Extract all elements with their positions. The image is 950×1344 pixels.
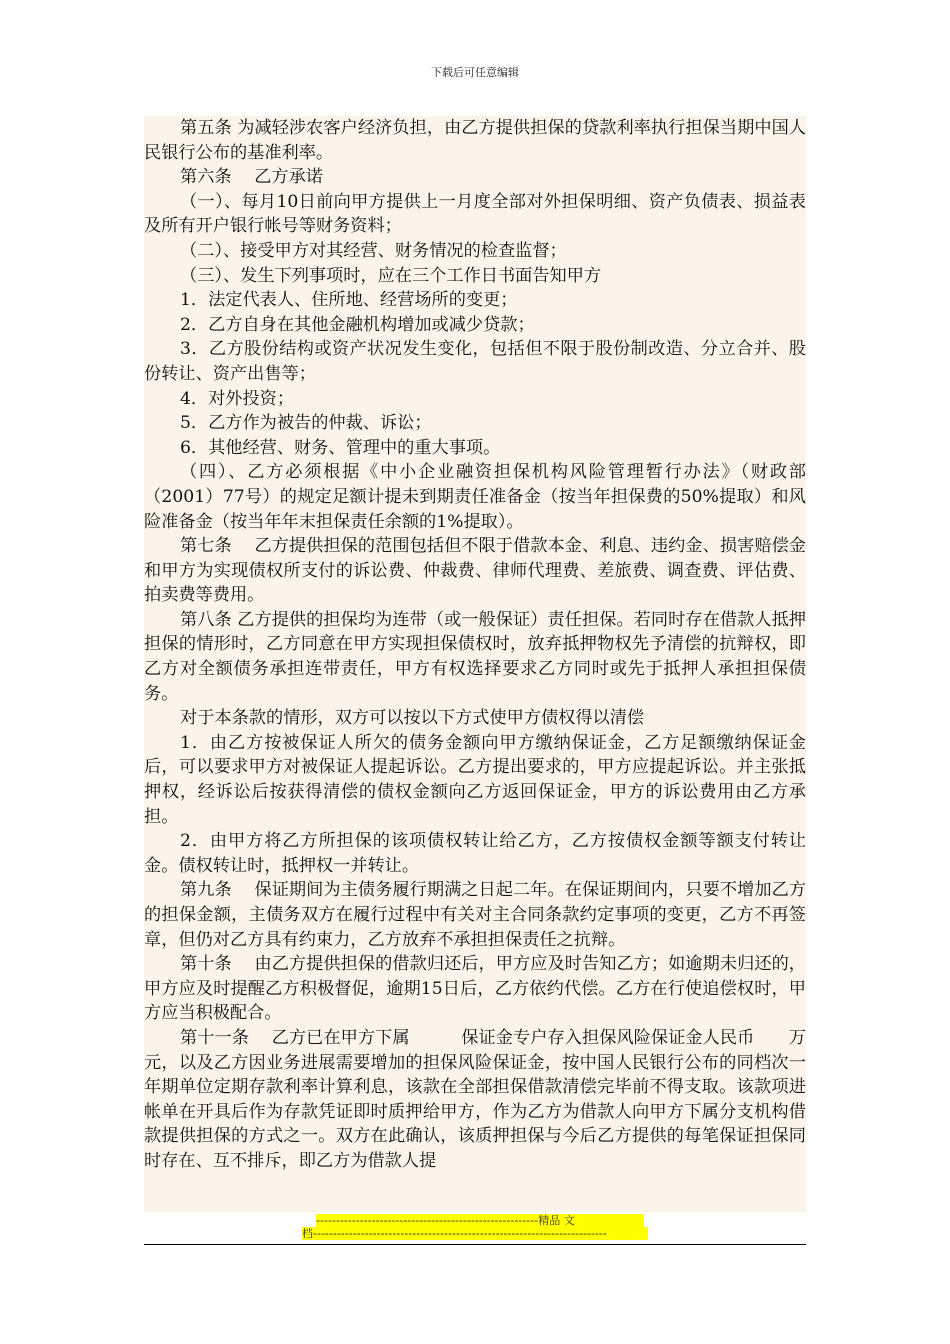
paragraph-article-8-note: 对于本条款的情形，双方可以按以下方式使甲方债权得以清偿 (180, 708, 645, 729)
list-item-4: 4．对外投资； (180, 388, 295, 409)
paragraph-article-5: 第五条 为减轻涉农客户经济负担，由乙方提供担保的贷款利率执行担保当期中国人民银行公布的基准利率。 (144, 118, 806, 163)
paragraph-article-9: 第九条 保证期间为主债务履行期满之日起二年。在保证期间内，只要不增加乙方的担保金额，主债务双方在履行过程中有关对主合同条款约定事项的变更，乙方不再签章，但仍对乙方具有约束力，乙方放弃不承担担保责任之抗辩。 (144, 880, 806, 950)
paragraph-article-6-title: 第六条 乙方承诺 (180, 167, 323, 188)
list-item-5: 5．乙方作为被告的仲裁、诉讼； (180, 413, 432, 434)
paragraph-article-11: 第十一条 乙方已在甲方下属 保证金专户存入担保风险保证金人民币 万元，以及乙方因业务进展需要增加的担保风险保证金，按中国人民银行公布的同档次一年期单位定期存款利率计算利息，该款在全部担保借款清偿完毕前不得支取。该款项进帐单在开具后作为存款凭证即时质押给甲方，作为乙方为借款人向甲方下属分支机构借款提供担保的方式之一。双方在此确认，该质押担保与今后乙方提供的每笔保证担保同时存在、互不排斥，即乙方为借款人提 (144, 1027, 806, 1171)
footer-watermark-line-1: --------------------------------------------------------精品 文 (316, 1214, 644, 1227)
paragraph-article-8-option-2: 2．由甲方将乙方所担保的该项债权转让给乙方，乙方按债权金额等额支付转让金。债权转让时，抵押权一并转让。 (144, 831, 806, 876)
list-item-1: 1．法定代表人、住所地、经营场所的变更； (180, 290, 518, 311)
footer-divider (144, 1244, 806, 1245)
page-header: 下载后可任意编辑 (431, 66, 519, 79)
paragraph-6-1: （一）、每月10日前向甲方提供上一月度全部对外担保明细、资产负债表、损益表及所有开户银行帐号等财务资料； (144, 191, 806, 237)
paragraph-article-8: 第八条 乙方提供的担保均为连带（或一般保证）责任担保。若同时存在借款人抵押担保的情形时，乙方同意在甲方实现担保债权时，放弃抵押物权先予清偿的抗辩权，即乙方对全额债务承担连带责任，甲方有权选择要求乙方同时或先于抵押人承担担保债务。 (144, 609, 806, 704)
paragraph-article-8-option-1: 1．由乙方按被保证人所欠的债务金额向甲方缴纳保证金，乙方足额缴纳保证金后，可以要求甲方对被保证人提起诉讼。乙方提出要求的，甲方应提起诉讼。并主张抵押权，经诉讼后按获得清偿的债权金额向乙方返回保证金，甲方的诉讼费用由乙方承担。 (144, 732, 806, 827)
paragraph-article-10: 第十条 由乙方提供担保的借款归还后，甲方应及时告知乙方；如逾期未归还的，甲方应及时提醒乙方积极督促，逾期15日后，乙方依约代偿。乙方在行使追偿权时，甲方应当积极配合。 (144, 954, 806, 1024)
document-body (144, 116, 806, 1212)
footer-watermark-line-2: 档-------------------------------------------------------------------------- (302, 1227, 648, 1240)
paragraph-article-7: 第七条 乙方提供担保的范围包括但不限于借款本金、利息、违约金、损害赔偿金和甲方为实现债权所支付的诉讼费、仲裁费、律师代理费、差旅费、调查费、评估费、拍卖费等费用。 (144, 536, 806, 606)
list-item-2: 2．乙方自身在其他金融机构增加或减少贷款； (180, 314, 535, 335)
paragraph-6-2: （二）、接受甲方对其经营、财务情况的检查监督； (180, 240, 567, 261)
list-item-3: 3．乙方股份结构或资产状况发生变化，包括但不限于股份制改造、分立合并、股份转让、资产出售等； (144, 339, 806, 384)
paragraph-6-3: （三）、发生下列事项时，应在三个工作日书面告知甲方 (180, 265, 602, 286)
list-item-6: 6．其他经营、财务、管理中的重大事项。 (180, 437, 501, 458)
paragraph-6-4: （四）、乙方必须根据《中小企业融资担保机构风险管理暂行办法》（财政部（2001）77号）的规定足额计提未到期责任准备金（按当年担保费的50%提取）和风险准备金（按当年年末担保责任余额的1%提取）。 (144, 462, 806, 532)
